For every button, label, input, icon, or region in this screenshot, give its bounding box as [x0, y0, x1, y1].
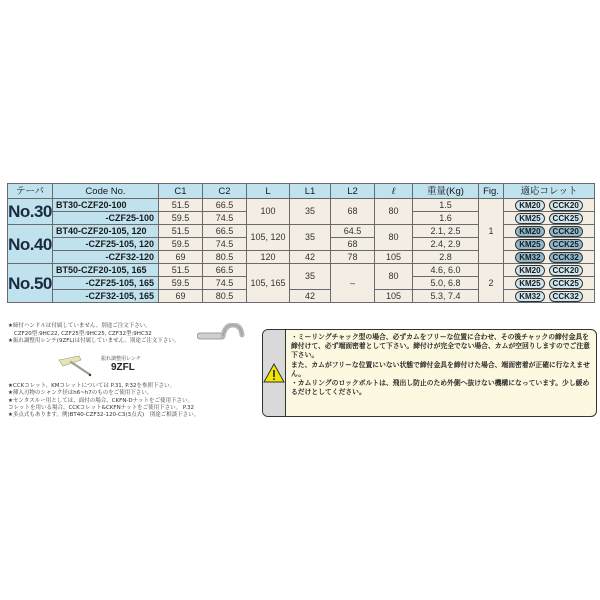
note-center-through: ★センタスルー用としては、面付の場合、CKFN-Dナットをご使用下さい。 — [8, 397, 194, 404]
cck-collet-badge: CCK20 — [549, 200, 583, 211]
header-row — [8, 184, 595, 199]
taper-no50: No.50 — [8, 264, 53, 303]
weight-cell: 5.3, 7.4 — [413, 290, 479, 303]
note-handle: ★締付ハンドルは付属していません。別途ご注文下さい。 — [8, 323, 151, 329]
l1-cell: 42 — [290, 251, 331, 264]
taper-no30: No.30 — [8, 199, 53, 225]
c1-cell: 51.5 — [159, 199, 203, 212]
c2-cell: 80.5 — [203, 290, 247, 303]
km-collet-badge: KM20 — [515, 226, 544, 237]
collet-cell — [504, 225, 595, 238]
c1-cell: 51.5 — [159, 264, 203, 277]
l1-cell: 35 — [290, 199, 331, 225]
caution-box — [262, 329, 597, 417]
note-collet-nut: コレットを用いる場合、CCKコレット&CKFNナットをご使用下さい。 P.32 — [8, 404, 195, 411]
note-multipoint: ★多点式もあります。例)BT40-CZF32-120-C3(3点式) 別途ご相談下さい。 — [8, 412, 200, 419]
km-collet-badge: KM20 — [515, 200, 544, 211]
collet-cell — [504, 251, 595, 264]
note-wrench: ★振れ調整用レンチ(9ZFL)は付属していません。別途ご注文下さい。 — [8, 338, 180, 344]
km-collet-badge: KM32 — [515, 252, 544, 263]
ell-cell: 105 — [375, 251, 413, 264]
header-taper: テーパ — [8, 184, 53, 199]
collet-cell — [504, 264, 595, 277]
taper-no40: No.40 — [8, 225, 53, 264]
c2-cell: 74.5 — [203, 212, 247, 225]
table-row — [8, 251, 595, 264]
l1-cell: 42 — [290, 290, 331, 303]
handle-hook-icon — [197, 323, 245, 345]
weight-cell: 5.0, 6.8 — [413, 277, 479, 290]
km-collet-badge: KM32 — [515, 291, 544, 302]
weight-cell: 2.8 — [413, 251, 479, 264]
ell-cell: 80 — [375, 264, 413, 290]
header-l: L — [247, 184, 290, 199]
cck-collet-badge: CCK25 — [549, 213, 583, 224]
header-weight: 重量(Kg) — [413, 184, 479, 199]
code-cell: -CZF32-105, 165 — [53, 290, 159, 303]
caution-paragraph-2: また、カムがフリーな位置にいない状態で締付金具を締付けた場合、端面密着が正確に行なえません。 — [291, 360, 590, 378]
c1-cell: 59.5 — [159, 212, 203, 225]
caution-icon-column — [263, 330, 286, 416]
header-c1: C1 — [159, 184, 203, 199]
c1-cell: 69 — [159, 251, 203, 264]
header-l1: L1 — [290, 184, 331, 199]
caution-paragraph-1: ・ミーリングチャック型の場合、必ずカムをフリーな位置に合わせ、その後チャックの締付金具を締付けて、必ず端面密着として下さい。締付けが完全でない場合、カムが空回りしますのでご注意下さい。 — [291, 333, 590, 360]
c2-cell: 80.5 — [203, 251, 247, 264]
c2-cell: 66.5 — [203, 225, 247, 238]
ell-cell: 80 — [375, 225, 413, 251]
caution-paragraph-3: ・カムリングのロックボルトは、飛出し防止のため外側へ抜けない機構になっています。少し緩めるだけとしてください。 — [291, 379, 590, 397]
c1-cell: 51.5 — [159, 225, 203, 238]
l1-cell: 35 — [290, 225, 331, 251]
l-cell: 120 — [247, 251, 290, 264]
weight-cell: 1.5 — [413, 199, 479, 212]
notes-bottom — [8, 383, 258, 419]
l-cell: 105, 120 — [247, 225, 290, 251]
l2-cell: 64.5 — [331, 225, 375, 238]
code-cell: -CZF25-100 — [53, 212, 159, 225]
cck-collet-badge: CCK20 — [549, 265, 583, 276]
code-cell: -CZF25-105, 165 — [53, 277, 159, 290]
header-collet: 適応コレット — [504, 184, 595, 199]
code-cell: BT50-CZF20-105, 165 — [53, 264, 159, 277]
header-code: Code No. — [53, 184, 159, 199]
wrench-icon — [55, 354, 100, 379]
km-collet-badge: KM25 — [515, 239, 544, 250]
code-cell: BT30-CZF20-100 — [53, 199, 159, 212]
header-c2: C2 — [203, 184, 247, 199]
weight-cell: 2.4, 2.9 — [413, 238, 479, 251]
collet-cell — [504, 238, 595, 251]
c2-cell: 66.5 — [203, 199, 247, 212]
code-cell: -CZF25-105, 120 — [53, 238, 159, 251]
l-cell: 100 — [247, 199, 290, 225]
fig-cell: 2 — [479, 264, 504, 303]
note-shank: ★挿入刃物のシャンク径はh6~h7のものをご使用下さい。 — [8, 390, 153, 397]
l-cell: 105, 165 — [247, 264, 290, 303]
collet-cell — [504, 199, 595, 212]
caution-text — [286, 330, 596, 416]
warning-triangle-icon — [263, 363, 285, 383]
collet-cell — [504, 290, 595, 303]
l2-cell: 68 — [331, 199, 375, 225]
km-collet-badge: KM25 — [515, 278, 544, 289]
header-fig: Fig. — [479, 184, 504, 199]
table-row — [8, 199, 595, 212]
fig-cell: 1 — [479, 199, 504, 264]
km-collet-badge: KM20 — [515, 265, 544, 276]
weight-cell: 4.6, 6.0 — [413, 264, 479, 277]
code-cell: BT40-CZF20-105, 120 — [53, 225, 159, 238]
cck-collet-badge: CCK32 — [549, 291, 583, 302]
table-row — [8, 290, 595, 303]
ell-cell: 80 — [375, 199, 413, 225]
wrench-model: 9ZFL — [111, 362, 135, 373]
note-collet-ref: ★CCKコレット、KMコレットについては P.31, P.32を参照下さい。 — [8, 383, 176, 389]
ell-cell: 105 — [375, 290, 413, 303]
cck-collet-badge: CCK25 — [549, 278, 583, 289]
note-handle-models: CZF20型:9HC22, CZF25型:9HC25, CZF32型:9HC32 — [14, 330, 152, 337]
c1-cell: 59.5 — [159, 238, 203, 251]
c2-cell: 74.5 — [203, 238, 247, 251]
l1-cell: 35 — [290, 264, 331, 290]
wrench-caption: 振れ調整用レンチ — [101, 356, 141, 362]
l2-cell: – — [331, 264, 375, 303]
l2-cell: 78 — [331, 251, 375, 264]
table-row — [8, 225, 595, 238]
c1-cell: 59.5 — [159, 277, 203, 290]
header-ell: ℓ — [375, 184, 413, 199]
c1-cell: 69 — [159, 290, 203, 303]
cck-collet-badge: CCK25 — [549, 239, 583, 250]
collet-cell — [504, 277, 595, 290]
cck-collet-badge: CCK20 — [549, 226, 583, 237]
cck-collet-badge: CCK32 — [549, 252, 583, 263]
l2-cell: 68 — [331, 238, 375, 251]
weight-cell: 1.6 — [413, 212, 479, 225]
collet-cell — [504, 212, 595, 225]
code-cell: -CZF32-120 — [53, 251, 159, 264]
weight-cell: 2.1, 2.5 — [413, 225, 479, 238]
km-collet-badge: KM25 — [515, 213, 544, 224]
spec-table — [7, 183, 595, 303]
c2-cell: 66.5 — [203, 264, 247, 277]
c2-cell: 74.5 — [203, 277, 247, 290]
header-l2: L2 — [331, 184, 375, 199]
table-row — [8, 264, 595, 277]
